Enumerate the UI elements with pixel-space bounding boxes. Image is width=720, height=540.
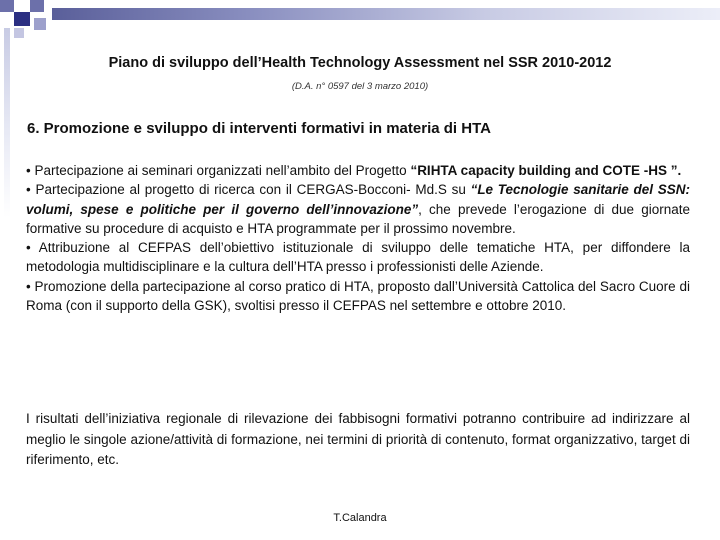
bullet-item	[26, 161, 690, 180]
bullet-item: • Attribuzione al CEFPAS dell’obiettivo istituzionale di sviluppo delle tematiche HTA, per diffondere la metodologia multidisciplinare e la cultura dell’HTA presso i professionisti delle Aziende.	[26, 240, 690, 275]
bullet-text: , che prevede l’erogazione di due giornate formative su procedure di acquisto e HTA programmate per il prossimo novembre.	[26, 201, 690, 236]
research-title: “Le Tecnologie sanitarie del SSN: volumi, spese e politiche per il governo dell’innovazione”	[26, 182, 690, 217]
decor-square	[30, 0, 44, 12]
conclusion-paragraph: I risultati dell’iniziativa regionale di rilevazione dei fabbisogni formativi potranno contribuire ad indirizzare al meglio le singole azione/attività di formazione, nei termini di priorità di contenuto, format organizzativo, target di riferimento, etc.	[26, 411, 690, 467]
bullet-text: • Partecipazione ai seminari organizzati nell’ambito del Progetto	[26, 163, 411, 178]
decor-square	[0, 0, 14, 12]
decor-square	[14, 28, 24, 38]
section-heading: 6. Promozione e sviluppo di interventi formativi in materia di HTA	[27, 120, 491, 137]
bullet-item	[26, 180, 690, 238]
bullet-text: • Partecipazione al progetto di ricerca con il CERGAS-Bocconi- Md.S su	[26, 182, 471, 198]
slide-subtitle: (D.A. n° 0597 del 3 marzo 2010)	[291, 81, 429, 92]
slide-title: Piano di sviluppo dell’Health Technology Assessment nel SSR 2010-2012	[108, 55, 612, 71]
decor-square	[14, 12, 30, 26]
footer-author: T.Calandra	[333, 512, 387, 524]
bullet-item: • Promozione della partecipazione al corso pratico di HTA, proposto dall’Università Cattolica del Sacro Cuore di Roma (con il supporto della GSK), svoltisi presso il CEFPAS nel settembre e ottobre 2010.	[26, 278, 690, 314]
project-name: “RIHTA capacity building and COTE -HS ”.	[410, 163, 682, 178]
bullet-list	[26, 161, 690, 315]
header-gradient-bar	[52, 8, 720, 20]
decor-square	[34, 18, 46, 30]
